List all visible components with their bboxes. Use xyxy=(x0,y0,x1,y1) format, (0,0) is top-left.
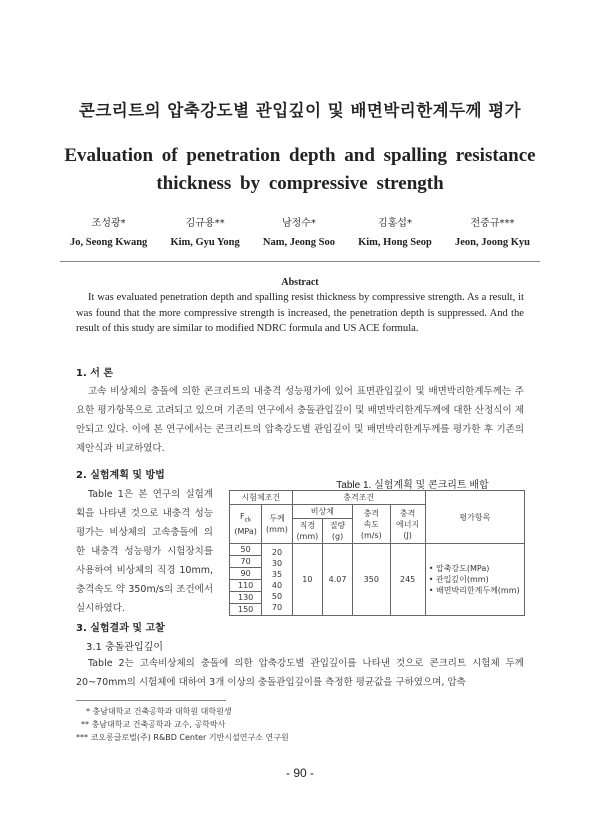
author-name-ko: 김홍섭* xyxy=(377,218,412,229)
footnote: *** 코오롱글로벌(주) R&BD Center 기반시설연구소 연구원 xyxy=(76,733,289,742)
section-1-title: 1. 서 론 xyxy=(76,368,114,379)
table-mass-value: 4.07 xyxy=(323,544,353,616)
footnote-divider xyxy=(76,700,226,701)
author xyxy=(70,214,147,248)
table-energy-value: 245 xyxy=(390,544,425,616)
table-fck-values: 50 70 90 110 130 150 xyxy=(230,544,262,616)
section-1-text: 고속 비상체의 충돌에 의한 콘크리트의 내충격 성능평가에 있어 표면관입깊이 및 배면박리한계두께는 주요한 평가항목으로 고려되고 있으며 기존의 연구에서 충돌관입깊이 및 배면박리한계두께에 대한 산정식이 제안되고 있다. 이에 본 연구에서는 콘크리트의 압축강도별 관입깊이 및 배면박리한계두께를 평가한 후 기존의 제안식과 비교하였다. xyxy=(76,386,524,454)
footnote: * 충남대학교 건축공학과 대학원 대학원생 xyxy=(86,707,232,716)
section-3-title: 3. 실험결과 및 고찰 xyxy=(76,623,165,634)
subsection-3-1-title: 3.1 충돌관입깊이 xyxy=(86,642,164,653)
table-header-eval: 평가항목 xyxy=(425,491,524,544)
table-header-thickness: 두께 (mm) xyxy=(262,505,292,544)
table-header-diameter: 직경 (mm) xyxy=(292,519,322,544)
author-name-en: Kim, Hong Seop xyxy=(358,237,432,248)
author xyxy=(170,214,239,248)
section-3-text: Table 2는 고속비상체의 충돌에 의한 압축강도별 관입깊이를 나타낸 것으로 콘크리트 시험체 두께 20~70mm의 시험체에 대하여 3개 이상의 충돌관입깊이를 측정한 평균값을 구하였으며, 압축 xyxy=(76,658,524,688)
author xyxy=(358,214,432,248)
page-number: - 90 - xyxy=(285,766,314,780)
table-1-caption: Table 1. 실험계획 및 콘크리트 배합 xyxy=(336,480,489,491)
table-header-impact: 충격조건 xyxy=(292,491,425,505)
author-name-en: Kim, Gyu Yong xyxy=(170,237,240,248)
title-divider xyxy=(60,261,540,262)
author-name-en: Jo, Seong Kwang xyxy=(70,237,148,248)
author-name-ko: 김규용** xyxy=(185,218,225,229)
table-eval-items: • 압축강도(MPa) • 관입깊이(mm) • 배면박리한계두께(mm) xyxy=(425,544,524,616)
footnote: ** 충남대학교 건축공학과 교수, 공학박사 xyxy=(81,720,226,729)
table-speed-value: 350 xyxy=(353,544,391,616)
korean-title: 콘크리트의 압축강도별 관입깊이 및 배면박리한계두께 평가 xyxy=(78,101,522,120)
footnotes xyxy=(76,705,289,744)
author xyxy=(455,214,530,248)
table-diameter-value: 10 xyxy=(292,544,322,616)
table-header-speed: 충격 속도 (m/s) xyxy=(353,505,391,544)
abstract-heading: Abstract xyxy=(281,277,319,288)
author-name-ko: 전중규*** xyxy=(470,218,515,229)
section-2-text: Table 1은 본 연구의 실험계획을 나타낸 것으로 내충격 성능평가는 비상체의 고속충돌에 의한 내충격 성능평가 시험장치를 사용하여 비상체의 직경 10mm, 충격속도 약 350m/s의 조건에서 실시하였다. xyxy=(76,489,213,614)
table-1 xyxy=(229,490,525,616)
author-name-en: Nam, Jeong Soo xyxy=(262,237,335,248)
author-name-ko: 남정수* xyxy=(281,218,316,229)
author-name-ko: 조성광* xyxy=(91,218,126,229)
abstract-text: It was evaluated penetration depth and spalling resist thickness by compressive strength. As a result, it was found that the more compressive strength is increased, the penetration depth is suppressed. And the result of this study are similar to modified NDRC formula and US ACE formula. xyxy=(76,292,524,334)
section-2-title: 2. 실험계획 및 방법 xyxy=(76,470,165,481)
table-header-fck: $F_{ck}$ (MPa) xyxy=(230,505,262,544)
table-thickness-values: 20 30 35 40 50 70 xyxy=(262,544,292,616)
table-header-energy: 충격 에너지 (J) xyxy=(390,505,425,544)
author-name-en: Jeon, Joong Kyu xyxy=(455,237,530,248)
table-header-specimen: 시험체조건 xyxy=(230,491,293,505)
table-header-projectile: 비상체 xyxy=(292,505,352,519)
author-list xyxy=(70,214,530,248)
author xyxy=(263,214,335,248)
table-header-mass: 질량 (g) xyxy=(323,519,353,544)
english-title: Evaluation of penetration depth and spalling resistance thickness by compressive strength xyxy=(64,145,536,194)
